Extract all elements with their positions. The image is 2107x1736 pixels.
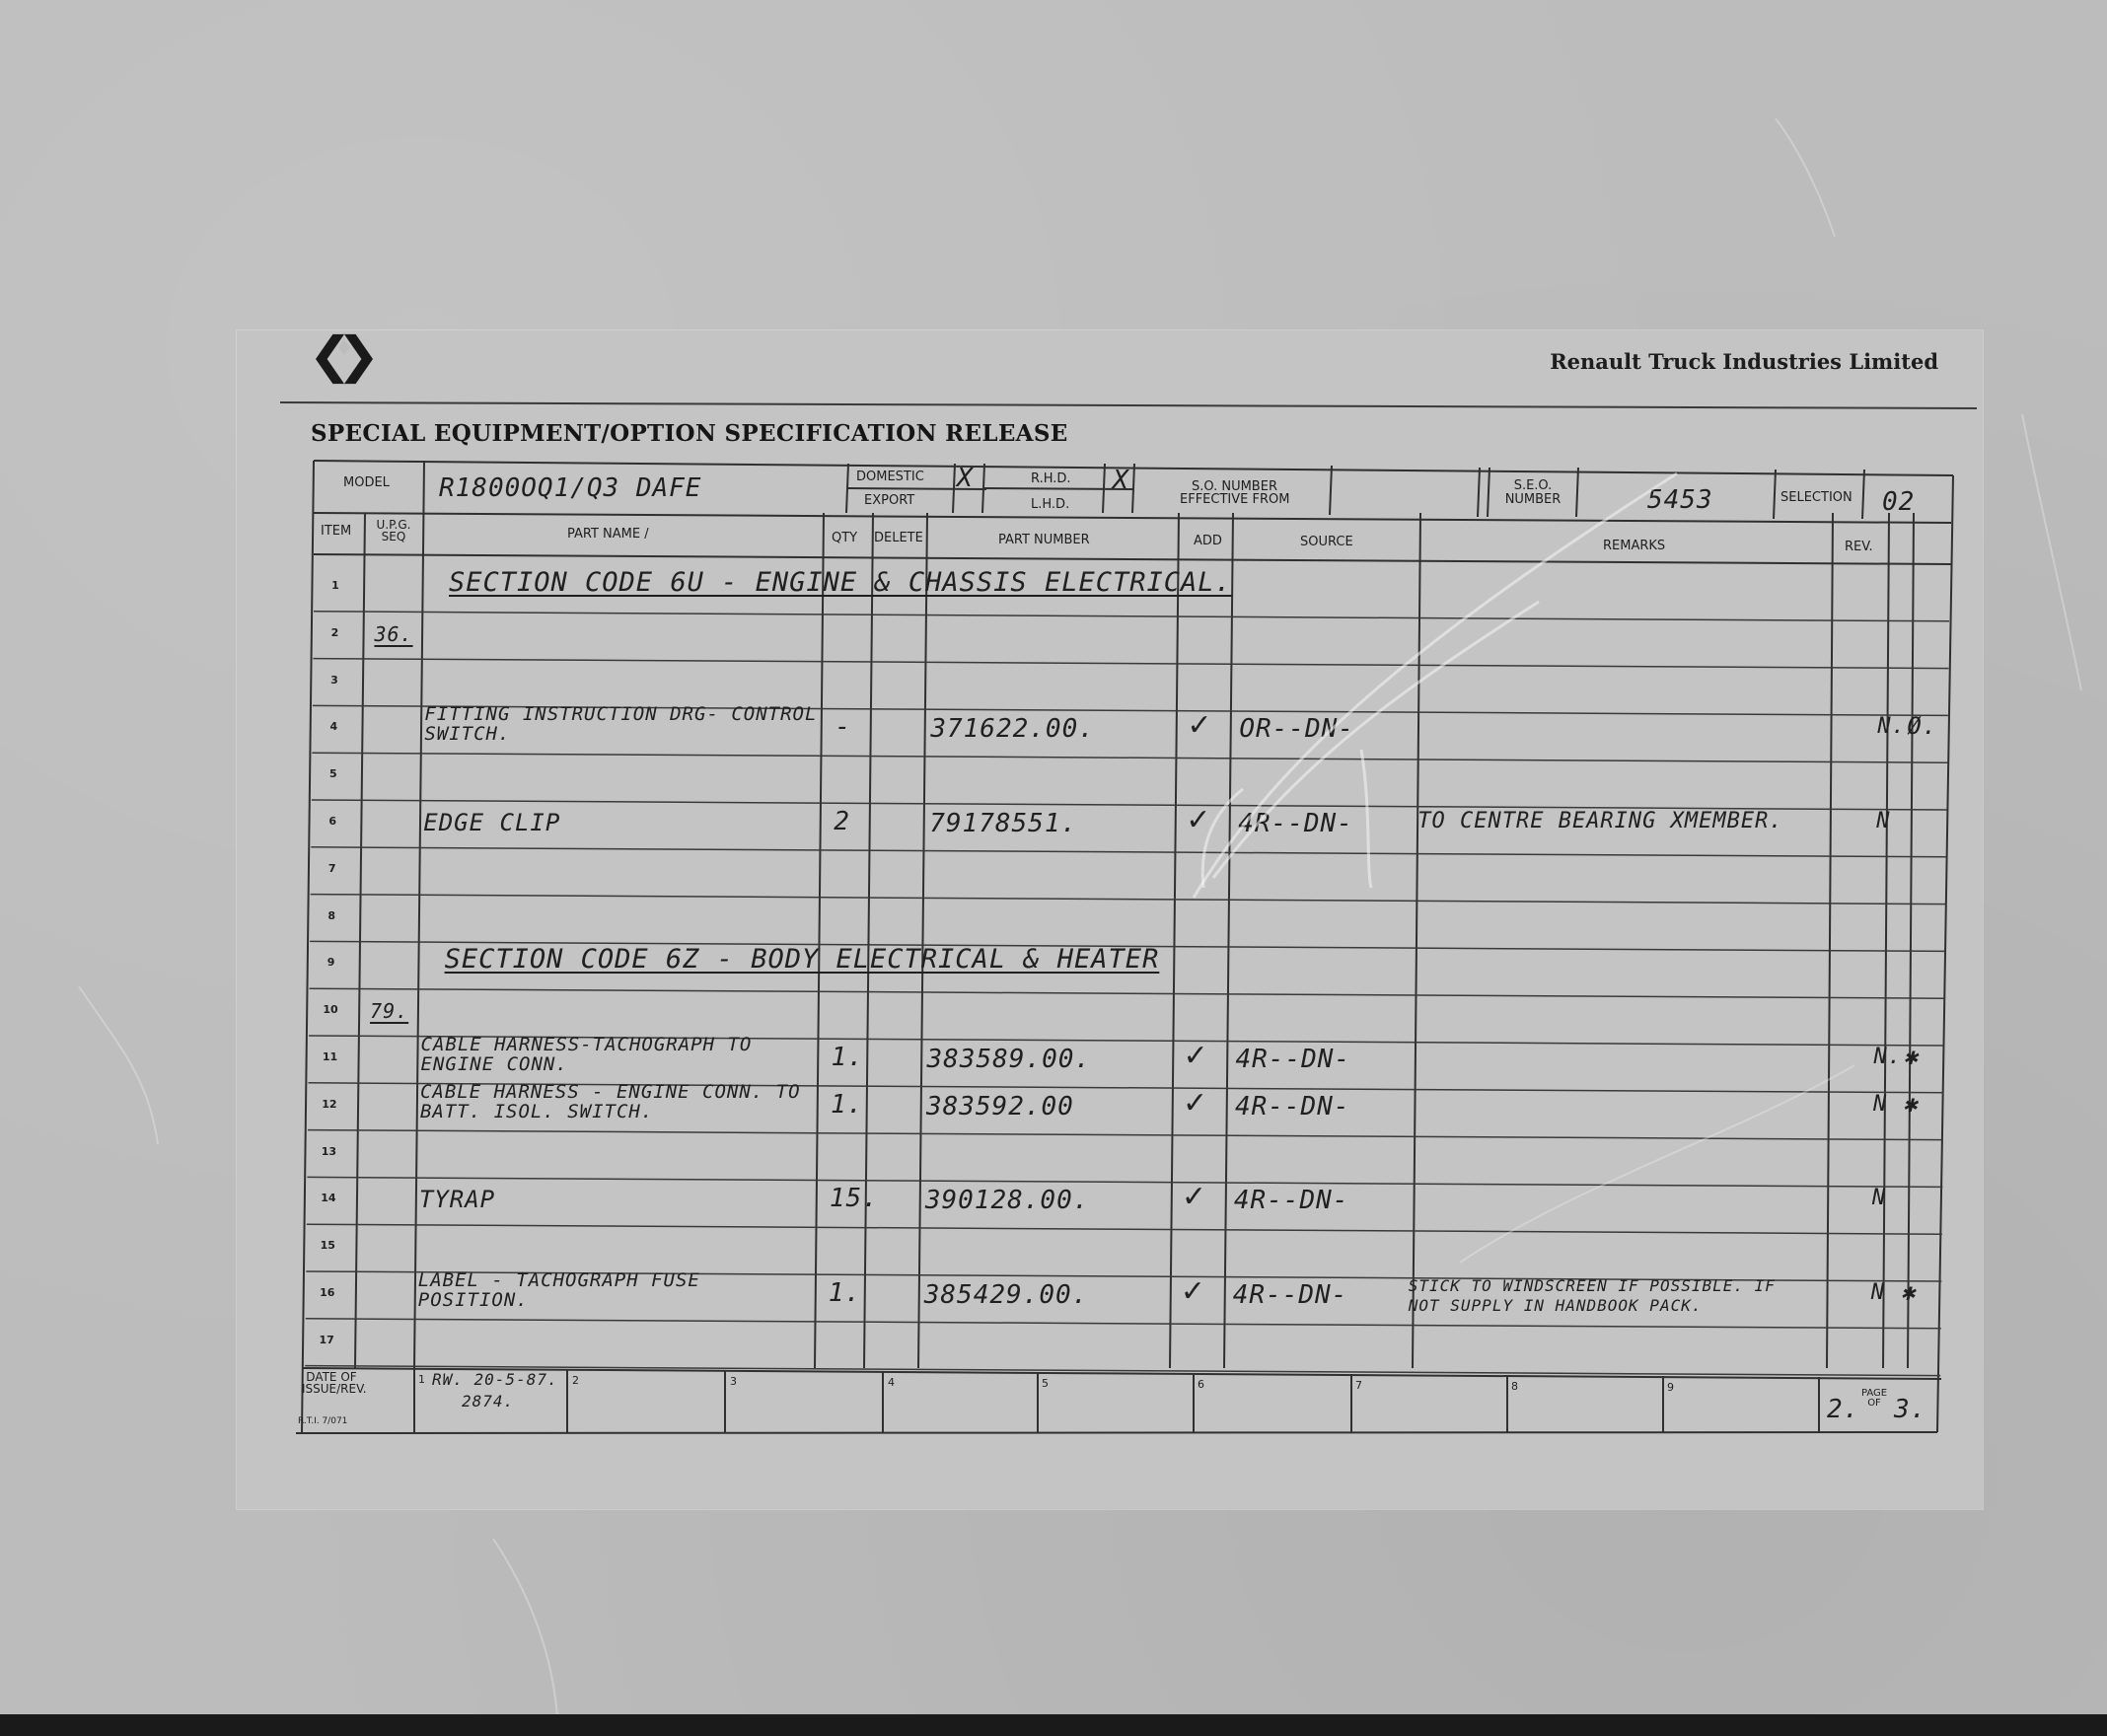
row-part-number: 385429.00. — [923, 1280, 1089, 1310]
so-number-label: S.O. NUMBER — [1192, 479, 1277, 494]
row-source: 4R--DN- — [1232, 1280, 1348, 1310]
row-remarks: STICK TO WINDSCREEN IF POSSIBLE. IF NOT SUPPLY IN HANDBOOK PACK. — [1408, 1276, 1776, 1315]
row-source: 4R--DN- — [1235, 1045, 1351, 1074]
row-part-name: CABLE HARNESS-TACHOGRAPH TO ENGINE CONN. — [420, 1034, 753, 1075]
row-rev: N — [1876, 809, 1891, 833]
row-add-check: ✓ — [1186, 803, 1211, 837]
row-item-number: 7 — [327, 861, 336, 875]
lhd-label: L.H.D. — [1031, 497, 1070, 512]
revision-slot-number: 2 — [572, 1374, 579, 1387]
col-upg: U.P.G. SEQ — [376, 518, 411, 543]
seo-number-value: 5453 — [1647, 485, 1713, 515]
row-item-number: 13 — [321, 1144, 337, 1158]
row-upg-seq: 79. — [370, 999, 409, 1024]
row-remarks: TO CENTRE BEARING XMEMBER. — [1417, 809, 1783, 833]
row-part-name: EDGE CLIP — [423, 809, 561, 836]
row-qty: 15. — [829, 1184, 879, 1214]
revision-slot-number: 3 — [730, 1375, 737, 1388]
col-delete: DELETE — [874, 531, 923, 545]
date-of-issue-ref: 2874. — [462, 1392, 515, 1410]
row-rev: N. — [1873, 1045, 1902, 1069]
page-number: 2. — [1827, 1395, 1860, 1424]
row-upg-seq: 36. — [374, 621, 413, 646]
row-item-number: 10 — [323, 1003, 338, 1017]
row-item-number: 12 — [322, 1097, 337, 1111]
revision-slot-number: 9 — [1667, 1381, 1674, 1394]
row-add-check: ✓ — [1187, 708, 1212, 744]
row-source: 4R--DN- — [1238, 809, 1353, 838]
row-item-number: 11 — [322, 1050, 338, 1063]
row-flag: ✱ — [1900, 1278, 1917, 1306]
date-of-issue-label: DATE OF ISSUE/REV. — [302, 1370, 367, 1396]
row-source: OR--DN- — [1239, 714, 1354, 745]
row-flag: Ø. — [1907, 712, 1938, 741]
row-flag: ✱ — [1902, 1089, 1919, 1118]
date-of-issue-value: RW. 20-5-87. — [432, 1370, 558, 1389]
col-rev: REV. — [1845, 540, 1873, 554]
row-add-check: ✓ — [1183, 1039, 1208, 1073]
rhd-mark: X — [1113, 466, 1129, 495]
col-source: SOURCE — [1300, 535, 1353, 549]
row-item-number: 15 — [320, 1239, 335, 1253]
selection-label: SELECTION — [1780, 490, 1853, 505]
row-part-name: LABEL - TACHOGRAPH FUSE POSITION. — [417, 1269, 700, 1311]
row-part-number: 383589.00. — [926, 1045, 1092, 1074]
row-part-name: CABLE HARNESS - ENGINE CONN. TO BATT. ISOL. SWITCH. — [419, 1080, 801, 1122]
row-part-name: FITTING INSTRUCTION DRG- CONTROL SWITCH. — [424, 703, 818, 746]
row-rev: N — [1871, 1186, 1887, 1211]
col-part-number: PART NUMBER — [998, 533, 1090, 547]
form-title: SPECIAL EQUIPMENT/OPTION SPECIFICATION RELEASE — [311, 420, 1068, 447]
row-add-check: ✓ — [1180, 1274, 1205, 1309]
model-label: MODEL — [343, 475, 390, 490]
section-heading: SECTION CODE 6U - ENGINE & CHASSIS ELECTRICAL. — [449, 567, 1232, 598]
section-heading: SECTION CODE 6Z - BODY ELECTRICAL & HEATER — [444, 944, 1160, 976]
effective-from-label: EFFECTIVE FROM — [1180, 492, 1290, 507]
row-qty: 2 — [834, 807, 850, 836]
revision-slot-number: 4 — [888, 1376, 895, 1389]
col-remarks: REMARKS — [1603, 539, 1666, 553]
row-add-check: ✓ — [1182, 1085, 1208, 1121]
revision-slot-number: 6 — [1198, 1378, 1204, 1391]
seo-number-label: S.E.O. NUMBER — [1504, 478, 1562, 507]
col-qty: QTY — [832, 531, 858, 545]
row-part-number: 383592.00 — [925, 1091, 1074, 1121]
row-qty: 1. — [828, 1278, 862, 1308]
page-label: PAGE OF — [1860, 1388, 1888, 1409]
row-qty: 1. — [831, 1043, 864, 1072]
row-add-check: ✓ — [1181, 1180, 1206, 1215]
row-part-name: TYRAP — [418, 1186, 496, 1214]
row-qty: 1. — [830, 1089, 864, 1120]
page-total: 3. — [1894, 1395, 1927, 1424]
form-code: R.T.I. 7/071 — [298, 1416, 348, 1426]
row-item-number: 4 — [329, 720, 338, 734]
row-item-number: 14 — [321, 1192, 336, 1205]
row-item-number: 5 — [328, 767, 337, 781]
row-source: 4R--DN- — [1234, 1091, 1350, 1121]
rhd-label: R.H.D. — [1031, 471, 1071, 486]
row-part-number: 79178551. — [929, 809, 1078, 838]
revision-slot-number: 7 — [1355, 1379, 1362, 1392]
col-item: ITEM — [321, 524, 352, 539]
row-item-number: 3 — [330, 673, 338, 687]
domestic-mark: X — [957, 464, 974, 493]
row-item-number: 16 — [320, 1286, 335, 1299]
revision-slot-number: 5 — [1042, 1377, 1049, 1390]
col-part-name: PART NAME / — [567, 527, 649, 542]
row-source: 4R--DN- — [1233, 1186, 1349, 1216]
row-item-number: 8 — [327, 908, 335, 922]
row-item-number: 1 — [331, 579, 339, 592]
revision-slot-number: 1 — [418, 1373, 425, 1386]
row-part-number: 371622.00. — [930, 714, 1095, 745]
row-part-number: 390128.00. — [924, 1186, 1090, 1216]
row-item-number: 2 — [330, 625, 339, 639]
model-value: R1800OQ1/Q3 DAFE — [439, 473, 702, 503]
row-qty: - — [835, 712, 851, 743]
row-rev: N — [1872, 1091, 1888, 1117]
col-add: ADD — [1194, 534, 1222, 548]
export-label: EXPORT — [864, 493, 915, 508]
row-item-number: 6 — [328, 815, 337, 828]
row-flag: ✱ — [1903, 1043, 1919, 1070]
selection-value: 02 — [1882, 487, 1916, 517]
scan-bottom-edge — [0, 1714, 2107, 1736]
revision-slot-number: 8 — [1511, 1380, 1518, 1393]
row-rev: N — [1870, 1280, 1885, 1305]
row-rev: N. — [1877, 714, 1906, 740]
domestic-label: DOMESTIC — [856, 470, 924, 484]
row-item-number: 9 — [327, 956, 335, 970]
company-name: Renault Truck Industries Limited — [1550, 349, 1938, 374]
row-item-number: 17 — [319, 1333, 334, 1346]
